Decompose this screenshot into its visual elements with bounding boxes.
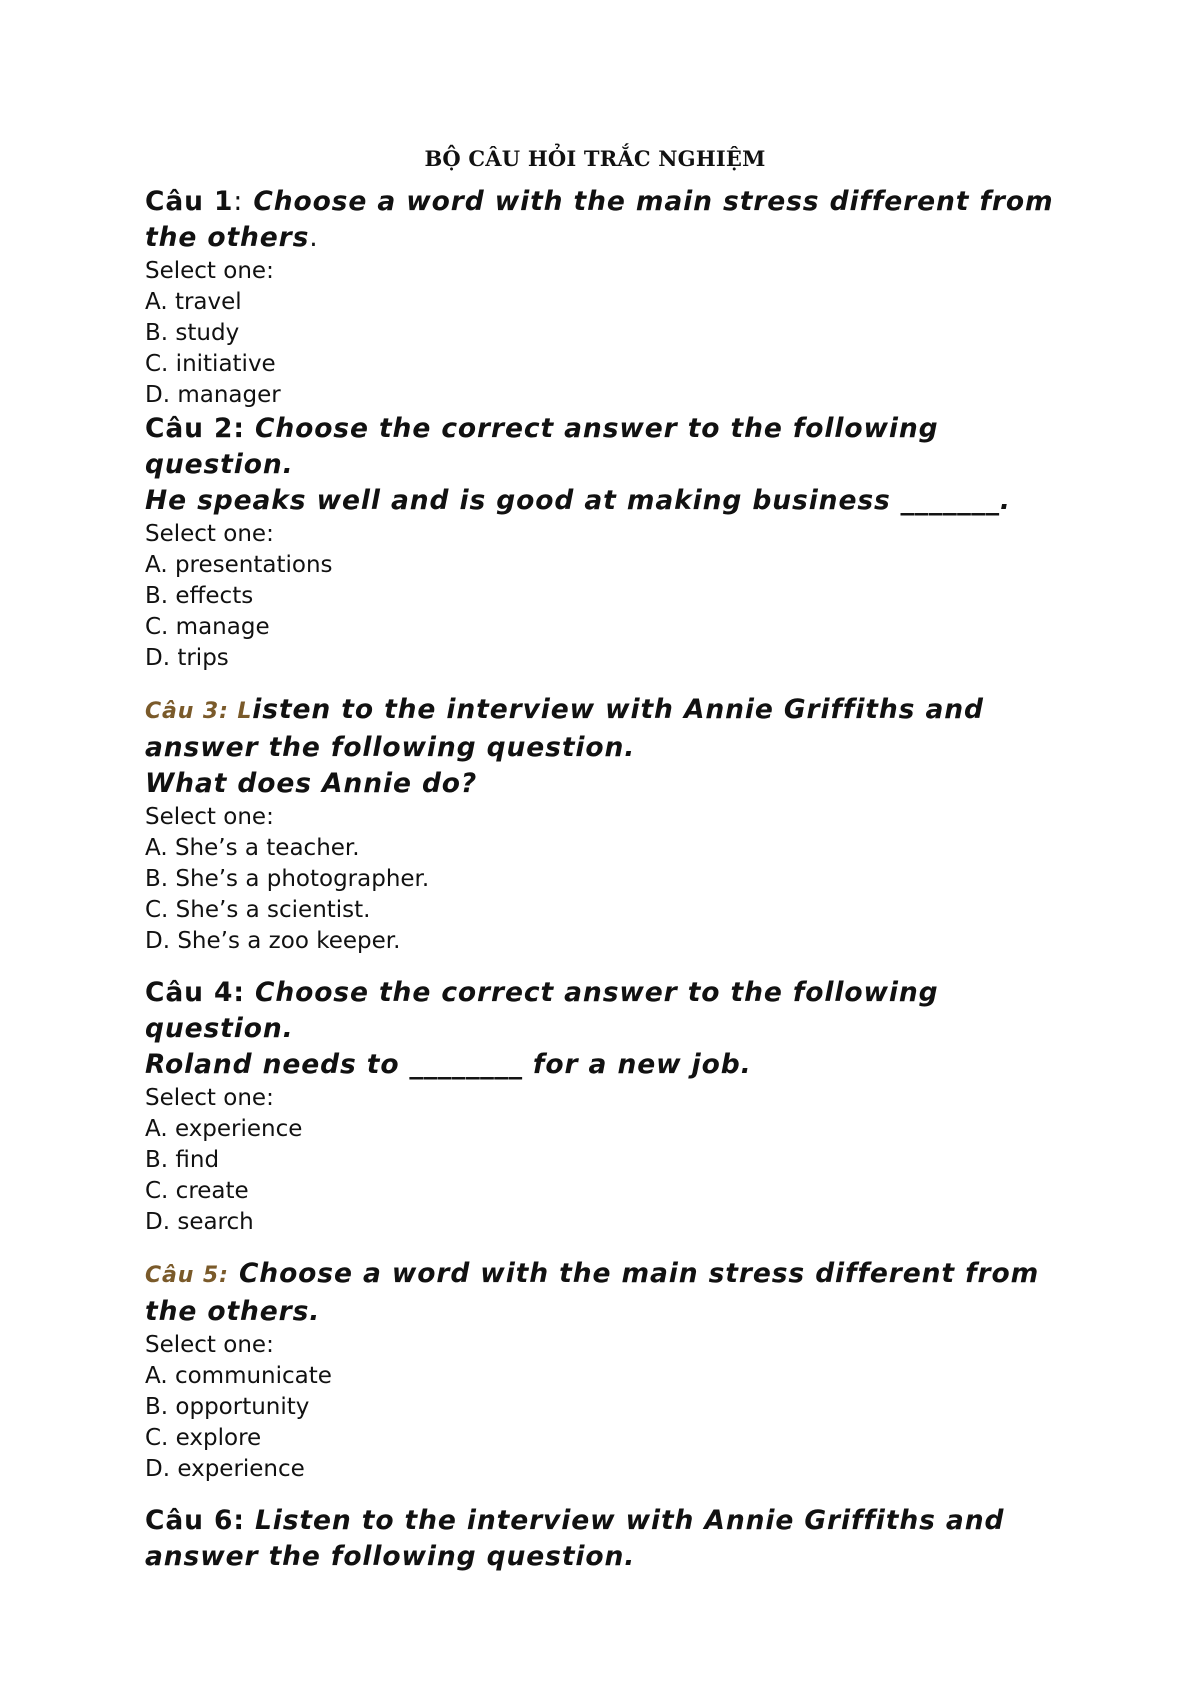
question-6 [145, 1503, 1075, 1575]
option-item: A. communicate [145, 1363, 332, 1389]
document-title: BỘ CÂU HỎI TRẮC NGHIỆM [424, 146, 766, 171]
question-3 [145, 692, 1075, 957]
question-5 [145, 1256, 1075, 1485]
question-1-options [145, 287, 1075, 411]
question-6-header [145, 1503, 1075, 1575]
question-3-select-label: Select one: [145, 804, 274, 830]
question-4-options [145, 1114, 1075, 1238]
question-4-prompt: Choose the correct answer to the following question. [145, 977, 939, 1044]
option-item: A. experience [145, 1116, 303, 1142]
option-item: B. effects [145, 583, 254, 609]
option-item: B. find [145, 1147, 220, 1173]
option-item: C. manage [145, 614, 270, 640]
question-5-header [145, 1256, 1075, 1330]
option-item: B. opportunity [145, 1394, 310, 1420]
question-2-header [145, 411, 1075, 483]
option-item: C. create [145, 1178, 249, 1204]
question-1-ending: . [309, 222, 319, 253]
question-2-prompt: Choose the correct answer to the following question. [145, 413, 939, 480]
question-5-prompt: Choose a word with the main stress different from the others. [145, 1258, 1040, 1327]
option-item: C. explore [145, 1425, 262, 1451]
option-item: B. study [145, 320, 240, 346]
question-4 [145, 975, 1075, 1238]
question-3-header [145, 692, 1075, 766]
document-body [145, 146, 1075, 1575]
option-item: D. manager [145, 382, 281, 408]
option-item: C. initiative [145, 351, 276, 377]
question-1-label: Câu 1 [145, 186, 234, 217]
question-3-prompt: isten to the interview with Annie Griffiths and answer the following question. [145, 694, 984, 763]
question-2-stem: He speaks well and is good at making business _______. [145, 485, 1011, 516]
option-item: D. experience [145, 1456, 305, 1482]
question-4-ending: . [740, 1049, 752, 1080]
option-item: D. search [145, 1209, 254, 1235]
option-item: D. She’s a zoo keeper. [145, 928, 401, 954]
question-4-header [145, 975, 1075, 1047]
question-4-stem: Roland needs to ________ for a new job [145, 1049, 741, 1080]
question-1-header [145, 184, 1075, 256]
question-4-stem-line [145, 1047, 1075, 1083]
option-item: A. She’s a teacher. [145, 835, 360, 861]
question-6-label: Câu 6: [145, 1505, 245, 1536]
question-2 [145, 411, 1075, 674]
question-4-select-label: Select one: [145, 1085, 274, 1111]
option-item: B. She’s a photographer. [145, 866, 430, 892]
option-item: D. trips [145, 645, 229, 671]
question-3-stem: What does Annie do? [145, 768, 478, 799]
question-5-options [145, 1361, 1075, 1485]
question-2-options [145, 550, 1075, 674]
option-item: A. presentations [145, 552, 333, 578]
question-1-prompt: Choose a word with the main stress different from the others [145, 186, 1054, 253]
question-4-label: Câu 4: [145, 977, 245, 1008]
question-2-select-label: Select one: [145, 521, 274, 547]
option-item: C. She’s a scientist. [145, 897, 371, 923]
question-3-options [145, 833, 1075, 957]
question-1-separator: : [233, 186, 244, 217]
question-1-select-label: Select one: [145, 258, 274, 284]
question-6-prompt: Listen to the interview with Annie Griffiths and answer the following question. [145, 1505, 1005, 1572]
question-2-label: Câu 2: [145, 413, 245, 444]
question-1 [145, 184, 1075, 411]
option-item: A. travel [145, 289, 242, 315]
question-3-label: Câu 3: L [145, 699, 253, 724]
question-5-select-label: Select one: [145, 1332, 274, 1358]
question-5-label: Câu 5: [145, 1263, 229, 1288]
